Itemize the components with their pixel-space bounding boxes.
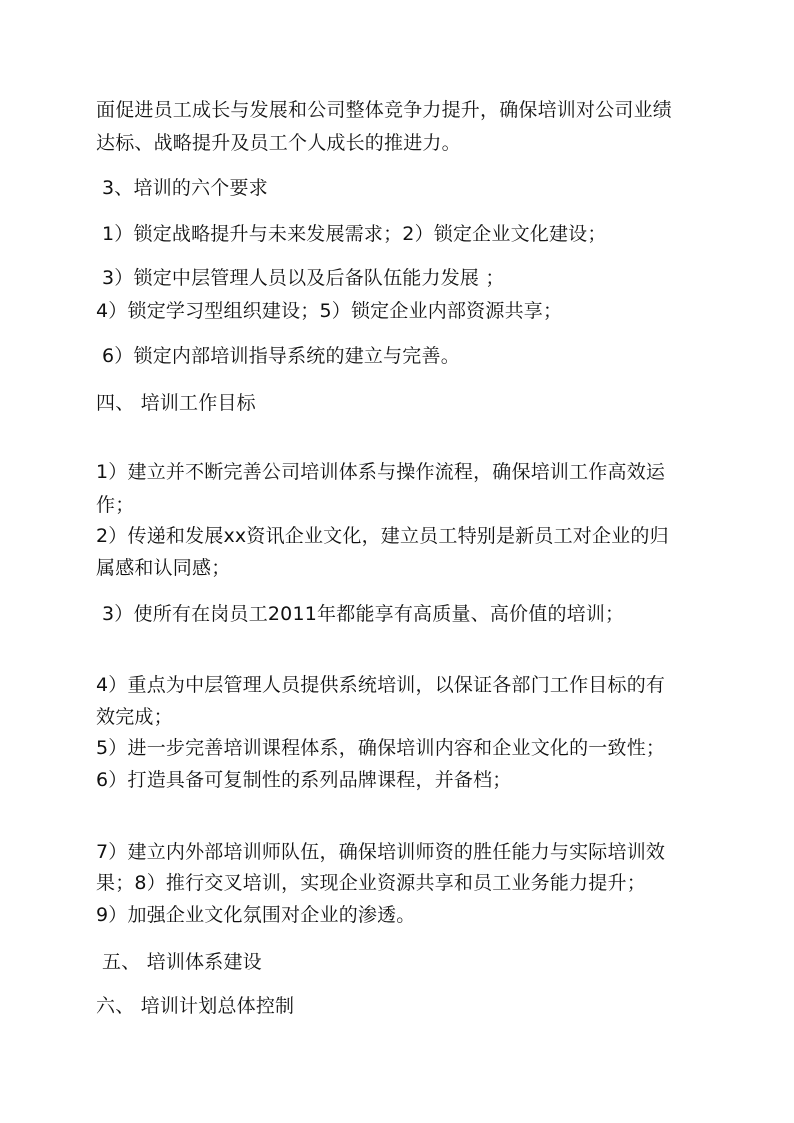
section-heading-5: 五、 培训体系建设 — [102, 951, 262, 973]
goal-1-line-1: 1）建立并不断完善公司培训体系与操作流程，确保培训工作高效运 — [96, 461, 666, 483]
goal-2-line-2: 属感和认同感； — [96, 557, 231, 579]
requirement-line-1: 1）锁定战略提升与未来发展需求；2）锁定企业文化建设； — [102, 223, 607, 245]
requirement-line-6: 6）锁定内部培训指导系统的建立与完善。 — [102, 345, 460, 367]
goal-4-line-2: 效完成； — [96, 706, 173, 728]
section-heading-3: 3、培训的六个要求 — [102, 177, 268, 199]
goal-9-line: 9）加强企业文化氛围对企业的渗透。 — [96, 904, 416, 926]
goal-4-line-1: 4）重点为中层管理人员提供系统培训，以保证各部门工作目标的有 — [96, 674, 666, 696]
paragraph-line-1: 面促进员工成长与发展和公司整体竞争力提升，确保培训对公司业绩 — [96, 99, 673, 121]
goal-7-line-1: 7）建立内外部培训师队伍，确保培训师资的胜任能力与实际培训效 — [96, 841, 666, 863]
goal-3-line: 3）使所有在岗员工2011年都能享有高质量、高价值的培训； — [102, 603, 625, 625]
requirement-line-3: 3）锁定中层管理人员以及后备队伍能力发展 ； — [102, 267, 505, 289]
goal-7-line-2: 果；8）推行交叉培训，实现企业资源共享和员工业务能力提升； — [96, 872, 646, 894]
goal-5-line: 5）进一步完善培训课程体系，确保培训内容和企业文化的一致性； — [96, 737, 666, 759]
goal-6-line: 6）打造具备可复制性的系列品牌课程，并备档； — [96, 769, 512, 791]
goal-1-line-2: 作； — [96, 494, 135, 516]
requirement-line-4: 4）锁定学习型组织建设；5）锁定企业内部资源共享； — [96, 300, 563, 322]
section-heading-4: 四、 培训工作目标 — [96, 392, 256, 414]
goal-2-line-1: 2）传递和发展xx资讯企业文化，建立员工特别是新员工对企业的归 — [96, 525, 669, 547]
section-heading-6: 六、 培训计划总体控制 — [96, 995, 295, 1017]
paragraph-line-2: 达标、战略提升及员工个人成长的推进力。 — [96, 132, 461, 154]
